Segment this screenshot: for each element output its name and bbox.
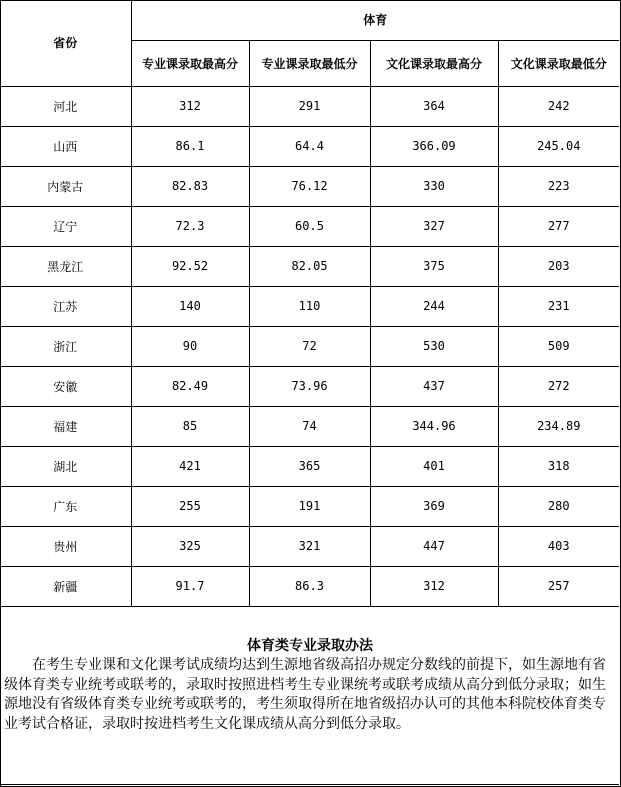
score-cell: 421 <box>131 446 249 486</box>
column-header-culture-min: 文化课录取最低分 <box>498 40 619 86</box>
score-cell: 277 <box>498 206 619 246</box>
score-cell: 401 <box>370 446 498 486</box>
score-cell: 74 <box>249 406 370 446</box>
table-row <box>0 406 619 446</box>
score-cell: 231 <box>498 286 619 326</box>
province-column-header: 省份 <box>0 0 131 86</box>
score-cell: 73.96 <box>249 366 370 406</box>
score-cell: 257 <box>498 566 619 606</box>
score-cell: 191 <box>249 486 370 526</box>
score-cell: 280 <box>498 486 619 526</box>
province-cell: 浙江 <box>0 326 131 366</box>
column-header-pro-max: 专业课录取最高分 <box>131 40 249 86</box>
score-cell: 366.09 <box>370 126 498 166</box>
table-row <box>0 526 619 566</box>
table-body <box>0 86 619 606</box>
province-cell: 新疆 <box>0 566 131 606</box>
score-cell: 255 <box>131 486 249 526</box>
table-row <box>0 166 619 206</box>
province-cell: 黑龙江 <box>0 246 131 286</box>
score-cell: 90 <box>131 326 249 366</box>
score-cell: 85 <box>131 406 249 446</box>
province-cell: 安徽 <box>0 366 131 406</box>
score-cell: 64.4 <box>249 126 370 166</box>
score-cell: 291 <box>249 86 370 126</box>
score-cell: 344.96 <box>370 406 498 446</box>
score-cell: 321 <box>249 526 370 566</box>
table-row <box>0 486 619 526</box>
score-cell: 365 <box>249 446 370 486</box>
score-cell: 140 <box>131 286 249 326</box>
score-cell: 244 <box>370 286 498 326</box>
notes-title: 体育类专业录取办法 <box>247 638 373 654</box>
province-cell: 湖北 <box>0 446 131 486</box>
table-row <box>0 326 619 366</box>
province-cell: 河北 <box>0 86 131 126</box>
score-cell: 72.3 <box>131 206 249 246</box>
score-cell: 245.04 <box>498 126 619 166</box>
score-cell: 318 <box>498 446 619 486</box>
notes-body: 在考生专业课和文化课考试成绩均达到生源地省级高招办规定分数线的前提下，如生源地有省级体育类专业统考或联考的，录取时按照进档考生专业课统考或联考成绩从高分到低分录取；如生源地没有省级体育类专业统考或联考的，考生须取得所在地省级招办认可的其他本科院校体育类专业考试合格证，录取时按进档考生文化课成绩从高分到低分录取。 <box>4 657 606 732</box>
score-cell: 86.3 <box>249 566 370 606</box>
table-row <box>0 206 619 246</box>
score-cell: 364 <box>370 86 498 126</box>
table-row <box>0 246 619 286</box>
score-cell: 242 <box>498 86 619 126</box>
column-header-pro-min: 专业课录取最低分 <box>249 40 370 86</box>
table-row <box>0 286 619 326</box>
admission-notes <box>4 636 616 734</box>
score-cell: 234.89 <box>498 406 619 446</box>
score-cell: 375 <box>370 246 498 286</box>
table-row <box>0 446 619 486</box>
sports-group-header: 体育 <box>131 0 619 40</box>
score-cell: 437 <box>370 366 498 406</box>
score-cell: 447 <box>370 526 498 566</box>
score-cell: 82.83 <box>131 166 249 206</box>
score-cell: 92.52 <box>131 246 249 286</box>
score-cell: 60.5 <box>249 206 370 246</box>
table-row <box>0 566 619 606</box>
score-cell: 86.1 <box>131 126 249 166</box>
score-cell: 272 <box>498 366 619 406</box>
score-cell: 72 <box>249 326 370 366</box>
table-row <box>0 86 619 126</box>
score-cell: 82.05 <box>249 246 370 286</box>
province-cell: 江苏 <box>0 286 131 326</box>
province-cell: 贵州 <box>0 526 131 566</box>
score-cell: 76.12 <box>249 166 370 206</box>
score-cell: 327 <box>370 206 498 246</box>
score-cell: 223 <box>498 166 619 206</box>
column-header-culture-max: 文化课录取最高分 <box>370 40 498 86</box>
province-cell: 辽宁 <box>0 206 131 246</box>
score-cell: 530 <box>370 326 498 366</box>
province-cell: 内蒙古 <box>0 166 131 206</box>
score-cell: 369 <box>370 486 498 526</box>
province-cell: 山西 <box>0 126 131 166</box>
score-cell: 312 <box>370 566 498 606</box>
score-cell: 82.49 <box>131 366 249 406</box>
score-cell: 403 <box>498 526 619 566</box>
score-cell: 91.7 <box>131 566 249 606</box>
score-cell: 325 <box>131 526 249 566</box>
score-cell: 509 <box>498 326 619 366</box>
score-cell: 312 <box>131 86 249 126</box>
score-cell: 203 <box>498 246 619 286</box>
score-cell: 110 <box>249 286 370 326</box>
table-row <box>0 126 619 166</box>
score-cell: 330 <box>370 166 498 206</box>
table-row <box>0 366 619 406</box>
province-cell: 广东 <box>0 486 131 526</box>
province-cell: 福建 <box>0 406 131 446</box>
